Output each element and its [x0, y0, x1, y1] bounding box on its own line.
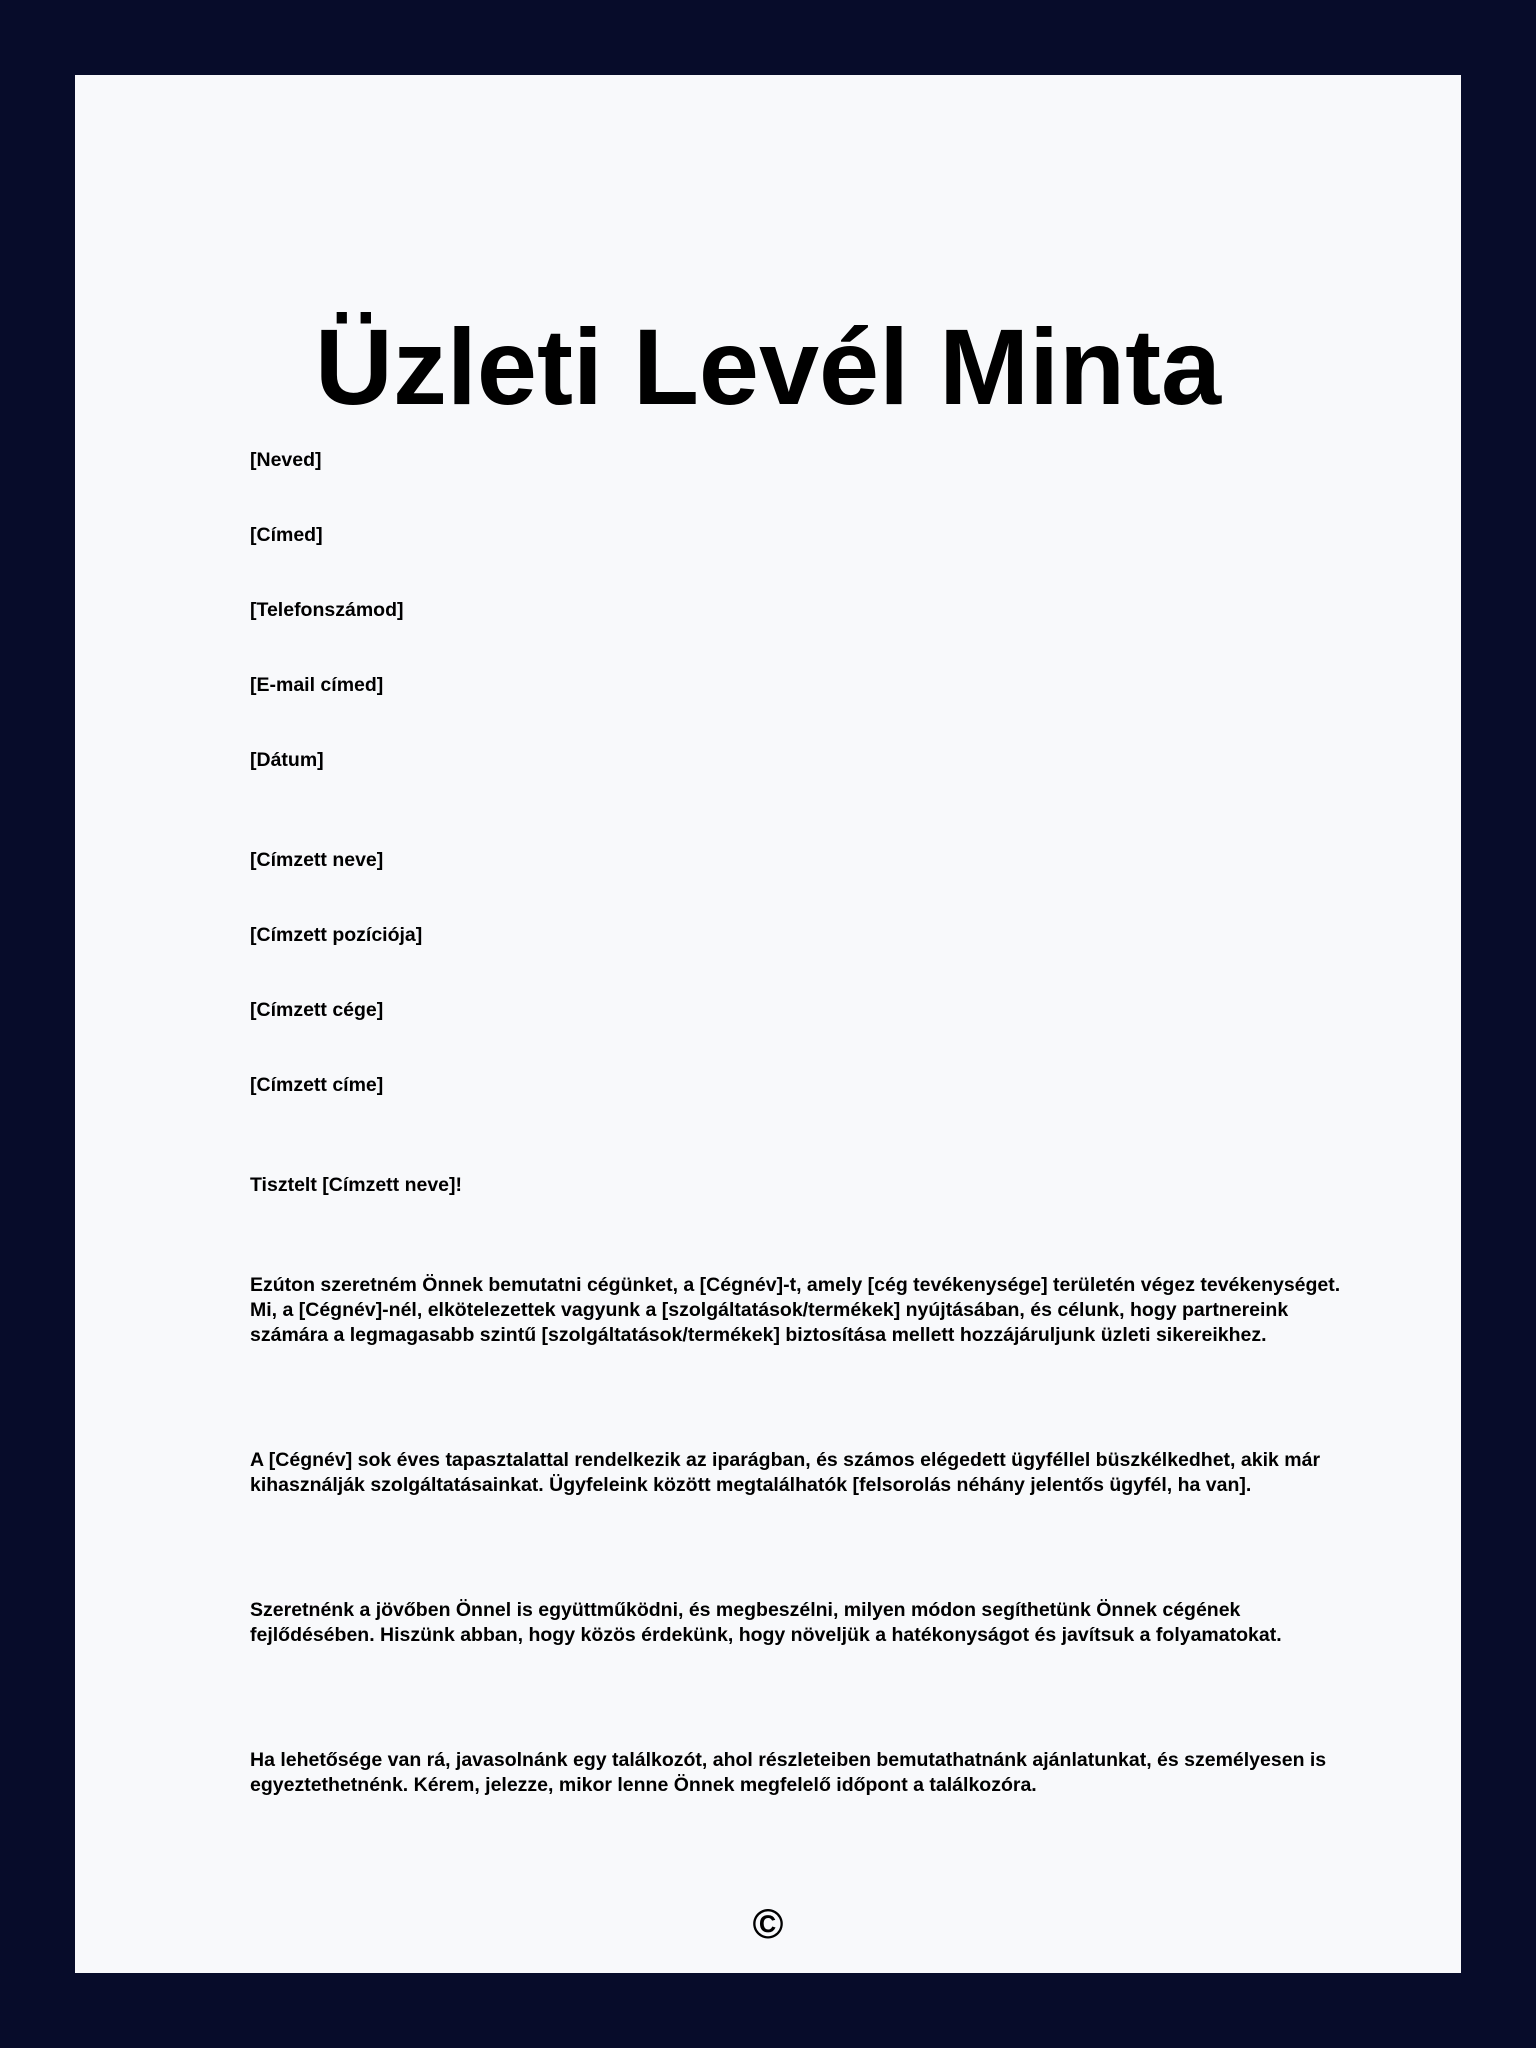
sender-name: [Neved] — [250, 449, 322, 471]
page-title: Üzleti Levél Minta — [314, 306, 1222, 427]
recipient-company: [Címzett cége] — [250, 999, 384, 1021]
recipient-name: [Címzett neve] — [250, 849, 384, 871]
sender-email: [E-mail címed] — [250, 674, 384, 696]
sender-date: [Dátum] — [250, 749, 324, 771]
sender-phone: [Telefonszámod] — [250, 599, 404, 621]
letter-page — [75, 75, 1461, 1973]
paragraph-cooperation: Szeretnénk a jövőben Önnel is együttműködni, és megbeszélni, milyen módon segíthetünk Önnek cégének fejlődésében. Hiszünk abban, hogy közös érdekünk, hogy növeljük a hatékonyságot és javítsuk a folyamatokat. — [250, 1599, 1282, 1646]
sender-address: [Címed] — [250, 524, 323, 546]
recipient-position: [Címzett pozíciója] — [250, 924, 423, 946]
paragraph-experience: A [Cégnév] sok éves tapasztalattal rendelkezik az iparágban, és számos elégedett ügyféllel büszkélkedhet, akik már kihasználják szolgáltatásainkat. Ügyfeleink között megtalálhatók [felsorolás néhány jelentős ügyfél, ha van]. — [250, 1449, 1321, 1496]
paragraph-intro: Ezúton szeretném Önnek bemutatni cégünket, a [Cégnév]-t, amely [cég tevékenysége] területén végez tevékenységet. Mi, a [Cégnév]-nél, elkötelezettek vagyunk a [szolgáltatások/termékek] nyújtásában, és célunk, hogy partnereink számára a legmagasabb szintű [szolgáltatások/termékek] biztosítása mellett hozzájáruljunk üzleti sikereikhez. — [250, 1274, 1341, 1346]
copyright-mark: © — [752, 1900, 784, 1947]
salutation: Tisztelt [Címzett neve]! — [250, 1174, 463, 1196]
recipient-address: [Címzett címe] — [250, 1074, 384, 1096]
paragraph-meeting: Ha lehetősége van rá, javasolnánk egy találkozót, ahol részleteiben bemutathatnánk ajánlatunkat, és személyesen is egyeztethetnénk. Kérem, jelezze, mikor lenne Önnek megfelelő időpont a találkozóra. — [250, 1749, 1327, 1796]
